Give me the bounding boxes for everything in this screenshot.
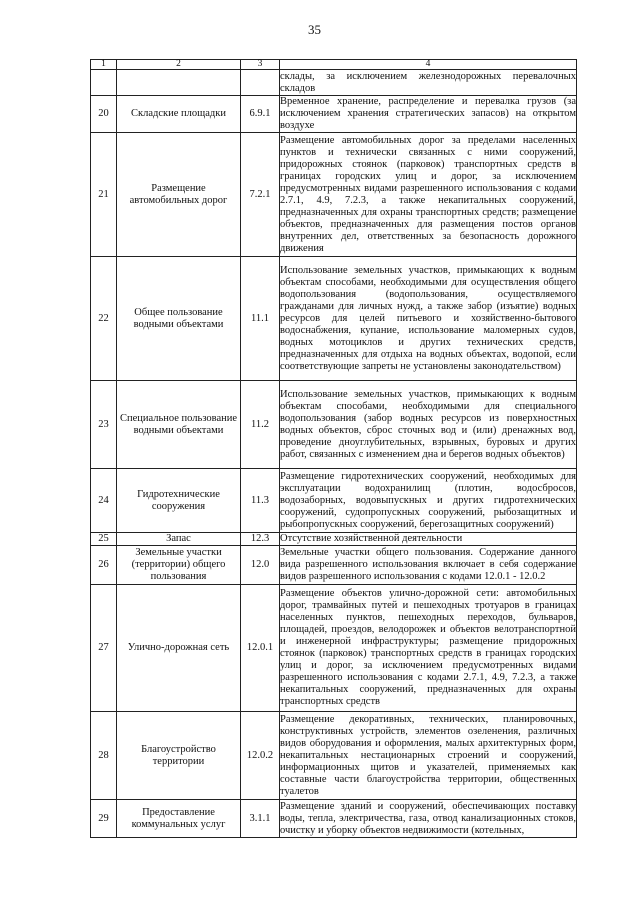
land-use-name: Улично-дорожная сеть: [117, 585, 241, 712]
table-row: [91, 585, 577, 712]
land-use-description: Размещение объектов улично-дорожной сети: автомобильных дорог, трамвайных путей и пешеходных тротуаров в границах населенных пунктов, пешеходных переходов, бульваров, площадей, проездов, велодорожек и объектов велотранспортной и инженерной инфраструктуры; размещение придорожных стоянок (парковок) транспортных средств в границах городских улиц и дорог, за исключением предусмотренных видами разрешенного использования с кодами 2.7.1, 4.9, 7.2.3, а также некапитальных сооружений, предназначенных для охраны транспортных средств: [280, 585, 577, 712]
land-use-table: [90, 59, 577, 838]
table-row: [91, 546, 577, 585]
land-use-name: Предоставление коммунальных услуг: [117, 800, 241, 838]
land-use-name: Общее пользование водными объектами: [117, 257, 241, 381]
row-number: 26: [91, 546, 117, 585]
header-cell: 3: [241, 60, 280, 70]
land-use-name: Гидротехнические сооружения: [117, 469, 241, 533]
row-number: 25: [91, 533, 117, 546]
land-use-code: 12.3: [241, 533, 280, 546]
table-header-row: [91, 60, 577, 70]
land-use-description: Размещение гидротехнических сооружений, необходимых для эксплуатации водохранилищ (плотин, водосбросов, водозаборных, водовыпускных и других гидротехнических сооружений, судопропускных сооружений, рыбозащитных и рыбопропускных сооружений, берегозащитных сооружений): [280, 469, 577, 533]
table-row: [91, 133, 577, 257]
land-use-name: Земельные участки (территории) общего пользования: [117, 546, 241, 585]
land-use-code: 11.1: [241, 257, 280, 381]
land-use-name: Специальное пользование водными объектами: [117, 381, 241, 469]
header-cell: 1: [91, 60, 117, 70]
row-number: 22: [91, 257, 117, 381]
land-use-code: 6.9.1: [241, 96, 280, 133]
land-use-description: Земельные участки общего пользования. Содержание данного вида разрешенного использования включает в себя содержание видов разрешенного использования с кодами 12.0.1 - 12.0.2: [280, 546, 577, 585]
land-use-description: Размещение автомобильных дорог за пределами населенных пунктов и технически связанных с ними сооружений, придорожных стоянок (парковок) транспортных средств в границах городских улиц и дорог, за исключением предусмотренных видами разрешенного использования с кодами 2.7.1, 4.9, 7.2.3, а также некапитальных сооружений, предназначенных для охраны транспортных средств; размещение объектов, предназначенных для размещения постов органов внутренних дел, ответственных за безопасность дорожного движения: [280, 133, 577, 257]
land-use-code: 12.0: [241, 546, 280, 585]
row-number: 20: [91, 96, 117, 133]
table-row: [91, 800, 577, 838]
table-row: [91, 533, 577, 546]
land-use-description: Использование земельных участков, примыкающих к водным объектам способами, необходимыми для осуществления общего водопользования (водопользования, осуществляемого гражданами для личных нужд, а также забор (изъятие) водных ресурсов для целей питьевого и хозяйственно-бытового водоснабжения, купание, использование маломерных судов, водных мотоциклов и других технических средств, предназначенных для отдыха на водных объектах, водопой, если соответствующие запреты не установлены законодательством): [280, 257, 577, 381]
header-cell: 2: [117, 60, 241, 70]
table-row: [91, 70, 577, 96]
land-use-description: Размещение зданий и сооружений, обеспечивающих поставку воды, тепла, электричества, газа, отвод канализационных стоков, очистку и уборку объектов недвижимости (котельных,: [280, 800, 576, 836]
land-use-description: Отсутствие хозяйственной деятельности: [280, 533, 577, 546]
land-use-name: Запас: [117, 533, 241, 546]
land-use-name: Благоустройство территории: [117, 712, 241, 800]
table-row: [91, 96, 577, 133]
land-use-description: Использование земельных участков, примыкающих к водным объектам способами, необходимыми для специального водопользования (забор водных ресурсов из поверхностных водных объектов, сброс сточных вод и (или) дренажных вод, проведение дноуглубительных, взрывных, буровых и других работ, связанных с изменением дна и берегов водных объектов): [280, 381, 577, 469]
land-use-description: Размещение декоративных, технических, планировочных, конструктивных устройств, элементов озеленения, различных видов оборудования и оформления, малых архитектурных форм, некапитальных нестационарных строений и сооружений, информационных щитов и указателей, применяемых как составные части благоустройства территории, общественных туалетов: [280, 712, 577, 800]
row-number: 23: [91, 381, 117, 469]
land-use-name: [117, 70, 241, 96]
land-use-name: Размещение автомобильных дорог: [117, 133, 241, 257]
row-number: [91, 70, 117, 96]
table-row: [91, 381, 577, 469]
header-cell: 4: [280, 60, 577, 70]
row-number: 29: [91, 800, 117, 838]
land-use-code: 3.1.1: [241, 800, 280, 838]
row-number: 24: [91, 469, 117, 533]
page-number: 35: [308, 22, 321, 37]
land-use-description: Временное хранение, распределение и перевалка грузов (за исключением хранения стратегических запасов) на открытом воздухе: [280, 96, 576, 131]
table-row: [91, 712, 577, 800]
land-use-code: 11.2: [241, 381, 280, 469]
table-row: [91, 257, 577, 381]
row-number: 28: [91, 712, 117, 800]
land-use-description: склады, за исключением железнодорожных перевалочных складов: [280, 70, 576, 94]
land-use-code: [241, 70, 280, 96]
land-use-code: 12.0.1: [241, 585, 280, 712]
land-use-code: 11.3: [241, 469, 280, 533]
land-use-code: 7.2.1: [241, 133, 280, 257]
row-number: 27: [91, 585, 117, 712]
row-number: 21: [91, 133, 117, 257]
land-use-name: Складские площадки: [117, 96, 241, 133]
table-row: [91, 469, 577, 533]
land-use-code: 12.0.2: [241, 712, 280, 800]
